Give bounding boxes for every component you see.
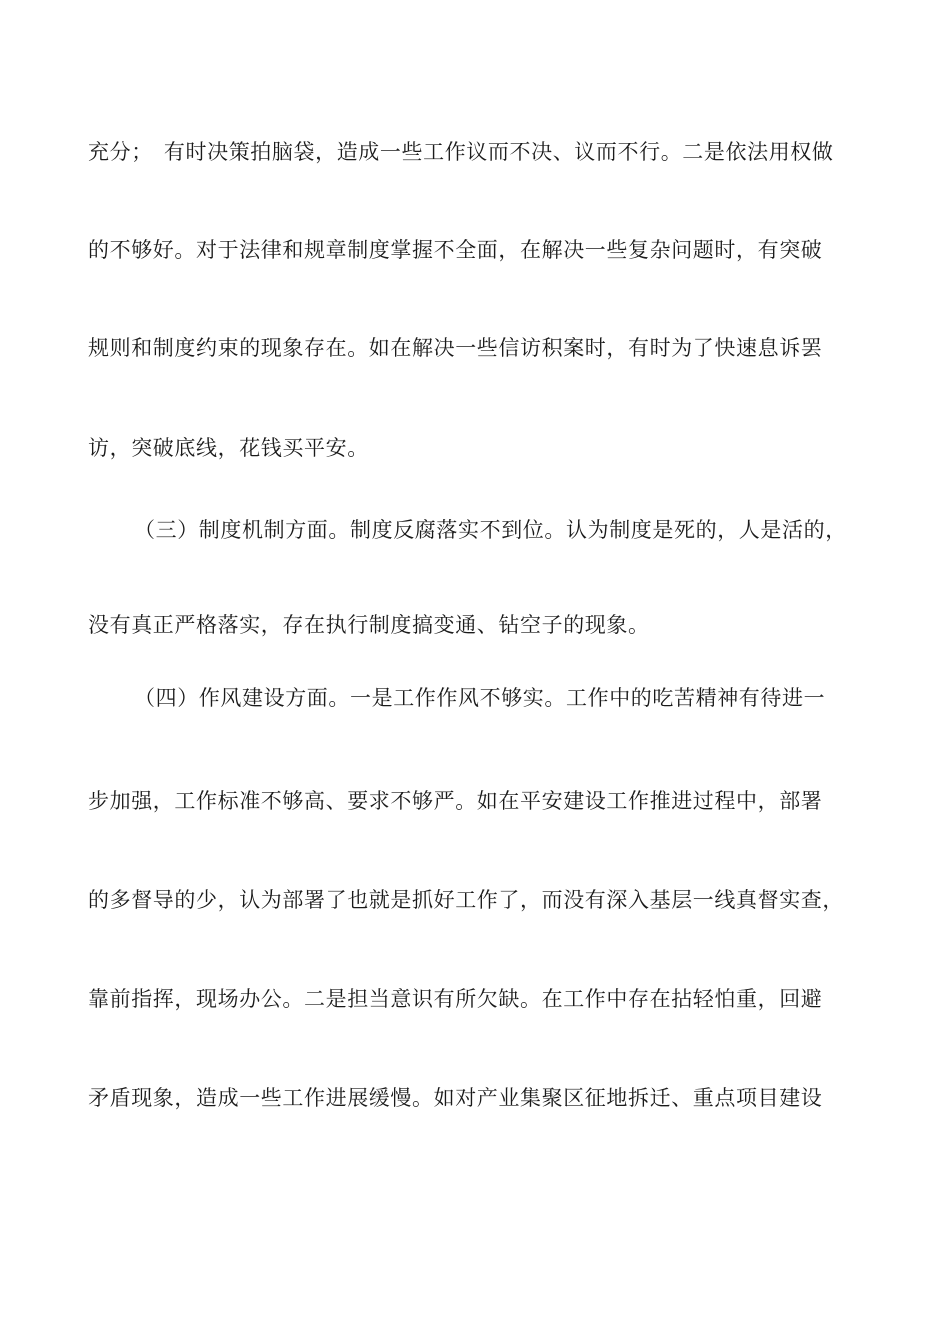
paragraph-3-heading-line: （三）制度机制方面。制度反腐落实不到位。认为制度是死的，人是活的， — [134, 518, 847, 542]
text-line-9: 的多督导的少，认为部署了也就是抓好工作了，而没有深入基层一线真督实查， — [88, 888, 844, 912]
text-line-6: 没有真正严格落实，存在执行制度搞变通、钻空子的现象。 — [88, 613, 650, 637]
paragraph-4-heading-line: （四）作风建设方面。一是工作作风不够实。工作中的吃苦精神有待进一 — [134, 686, 826, 710]
text-line-1: 充分； 有时决策拍脑袋，造成一些工作议而不决、议而不行。二是依法用权做 — [88, 140, 834, 164]
text-line-3: 规则和制度约束的现象存在。如在解决一些信访积案时，有时为了快速息诉罢 — [88, 336, 823, 360]
text-line-10: 靠前指挥，现场办公。二是担当意识有所欠缺。在工作中存在拈轻怕重，回避 — [88, 987, 823, 1011]
text-line-8: 步加强，工作标准不够高、要求不够严。如在平安建设工作推进过程中，部署 — [88, 789, 823, 813]
text-line-2: 的不够好。对于法律和规章制度掌握不全面，在解决一些复杂问题时，有突破 — [88, 238, 823, 262]
text-line-11: 矛盾现象，造成一些工作进展缓慢。如对产业集聚区征地拆迁、重点项目建设 — [88, 1086, 823, 1110]
text-line-4: 访，突破底线，花钱买平安。 — [88, 436, 369, 460]
